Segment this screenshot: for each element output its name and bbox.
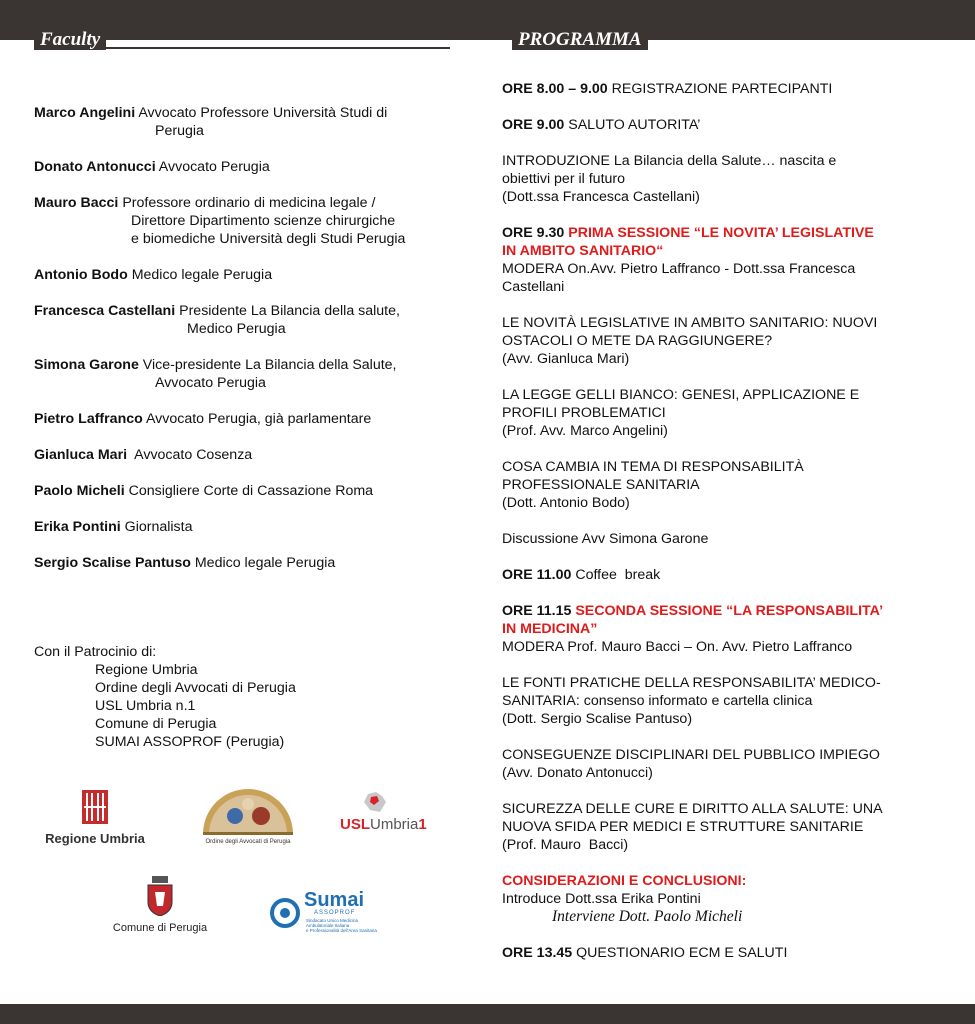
program-text: SICUREZZA DELLE CURE E DIRITTO ALLA SALUTE: UNA <box>502 801 883 817</box>
program-item <box>502 116 922 134</box>
faculty-title: Faculty <box>34 29 106 50</box>
faculty-entry <box>34 554 464 572</box>
faculty-role-cont: e biomediche Università degli Studi Perugia <box>131 231 406 247</box>
program-item <box>502 800 922 854</box>
program-text: NUOVA SFIDA PER MEDICI E STRUTTURE SANITARIE <box>502 819 864 835</box>
program-item <box>502 152 922 206</box>
program-item <box>502 80 922 98</box>
usl-number: 1 <box>418 816 427 833</box>
session-title: IN MEDICINA” <box>502 621 598 637</box>
program-moderator: Castellani <box>502 279 565 295</box>
faculty-role-cont: Perugia <box>155 123 204 139</box>
sumai-tagline: Sindacato Unico Medicina <box>306 918 359 923</box>
program-item <box>502 944 922 962</box>
faculty-header <box>34 28 450 50</box>
program-item <box>502 602 922 656</box>
ordine-avvocati-emblem-icon <box>201 786 295 836</box>
faculty-name: Pietro Laffranco <box>34 411 143 427</box>
faculty-role: Vice-presidente La Bilancia della Salute, <box>138 357 397 373</box>
sumai-sub: ASSOPROF <box>314 910 356 916</box>
faculty-role: Avvocato Perugia <box>155 159 270 175</box>
program-item <box>502 566 922 584</box>
faculty-role: Avvocato Professore Università Studi di <box>135 105 388 121</box>
program-text: CONSEGUENZE DISCIPLINARI DEL PUBBLICO IMPIEGO <box>502 747 880 763</box>
faculty-entry <box>34 482 464 500</box>
faculty-entry <box>34 302 464 338</box>
program-text: QUESTIONARIO ECM E SALUTI <box>572 945 788 961</box>
usl-umbria-logo <box>340 792 430 840</box>
session-title: SECONDA SESSIONE “LA RESPONSABILITA’ <box>571 603 884 619</box>
patronage <box>34 643 296 751</box>
program-item <box>502 386 922 440</box>
patronage-entity: Comune di Perugia <box>95 716 217 732</box>
sumai-logo <box>270 890 380 938</box>
programma-header <box>512 28 677 50</box>
program-text: Introduce Dott.ssa Erika Pontini <box>502 891 701 907</box>
program-moderator: MODERA Prof. Mauro Bacci – On. Avv. Pietro Laffranco <box>502 639 853 655</box>
regione-umbria-logo <box>30 790 160 850</box>
program-time: ORE 11.15 <box>502 603 572 619</box>
program-item <box>502 224 922 296</box>
comune-perugia-crest-icon <box>145 876 175 916</box>
faculty-role: Professore ordinario di medicina legale / <box>118 195 376 211</box>
bottom-band <box>0 1004 975 1024</box>
session-title: PRIMA SESSIONE “LE NOVITA’ LEGISLATIVE <box>564 225 874 241</box>
program-text: OSTACOLI O METE DA RAGGIUNGERE? <box>502 333 773 349</box>
faculty-role: Avvocato Perugia, già parlamentare <box>142 411 372 427</box>
program-text: REGISTRAZIONE PARTECIPANTI <box>607 81 833 97</box>
program-speaker: (Avv. Gianluca Mari) <box>502 351 630 367</box>
program-speaker: (Avv. Donato Antonucci) <box>502 765 653 781</box>
sumai-tagline: e Professionalità dell'Area Sanitaria <box>306 928 377 933</box>
program-time: ORE 9.00 <box>502 117 565 133</box>
program-item <box>502 530 922 548</box>
program-item <box>502 872 922 926</box>
program-text: PROFESSIONALE SANITARIA <box>502 477 700 493</box>
program-time: ORE 11.00 <box>502 567 572 583</box>
faculty-name: Gianluca Mari <box>34 447 128 463</box>
program-text: LE FONTI PRATICHE DELLA RESPONSABILITA’ MEDICO- <box>502 675 881 691</box>
faculty-name: Donato Antonucci <box>34 159 156 175</box>
program-item <box>502 746 922 782</box>
program-text: SALUTO AUTORITA’ <box>564 117 701 133</box>
program-time: ORE 9.30 <box>502 225 565 241</box>
faculty-entry <box>34 518 464 536</box>
faculty-role-cont: Medico Perugia <box>187 321 286 337</box>
faculty-header-rule <box>106 47 450 49</box>
faculty-name: Sergio Scalise Pantuso <box>34 555 191 571</box>
usl-umbria-region-icon <box>362 792 388 814</box>
program-text: COSA CAMBIA IN TEMA DI RESPONSABILITÀ <box>502 459 804 475</box>
program-item <box>502 314 922 368</box>
usl-label: USL <box>340 816 370 833</box>
program-speaker: (Prof. Avv. Marco Angelini) <box>502 423 668 439</box>
patronage-entity: Ordine degli Avvocati di Perugia <box>95 680 296 696</box>
faculty-entry <box>34 356 464 392</box>
program-item <box>502 458 922 512</box>
program-speaker: (Dott.ssa Francesca Castellani) <box>502 189 700 205</box>
program-text: Coffee break <box>571 567 661 583</box>
program-text: INTRODUZIONE La Bilancia della Salute… nascita e <box>502 153 837 169</box>
faculty-role: Consigliere Corte di Cassazione Roma <box>124 483 374 499</box>
program-text: Discussione Avv Simona Garone <box>502 531 709 547</box>
program-text: obiettivi per il futuro <box>502 171 626 187</box>
faculty-role: Presidente La Bilancia della salute, <box>175 303 400 319</box>
program-speaker: (Dott. Antonio Bodo) <box>502 495 630 511</box>
faculty-name: Paolo Micheli <box>34 483 125 499</box>
sumai-label: Sumai <box>304 889 365 911</box>
faculty-role-cont: Direttore Dipartimento scienze chirurgiche <box>131 213 396 229</box>
faculty-name: Simona Garone <box>34 357 139 373</box>
program-time: ORE 8.00 – 9.00 <box>502 81 608 97</box>
regione-umbria-label: Regione Umbria <box>45 831 145 846</box>
faculty-entry <box>34 410 464 428</box>
faculty-entry <box>34 104 464 140</box>
patronage-title: Con il Patrocinio di: <box>34 644 157 660</box>
program-speaker: (Prof. Mauro Bacci) <box>502 837 629 853</box>
faculty-entry <box>34 194 464 248</box>
faculty-name: Erika Pontini <box>34 519 121 535</box>
sumai-tagline: Ambulatoriale Italiana <box>306 923 350 928</box>
regione-umbria-emblem-icon <box>82 790 108 824</box>
faculty-role-cont: Avvocato Perugia <box>155 375 266 391</box>
faculty-role: Medico legale Perugia <box>127 267 273 283</box>
program-text: LE NOVITÀ LEGISLATIVE IN AMBITO SANITARIO: NUOVI <box>502 315 878 331</box>
program-text: PROFILI PROBLEMATICI <box>502 405 666 421</box>
patronage-entity: USL Umbria n.1 <box>95 698 196 714</box>
program-moderator: MODERA On.Avv. Pietro Laffranco - Dott.ssa Francesca <box>502 261 856 277</box>
faculty-name: Marco Angelini <box>34 105 136 121</box>
faculty-role: Giornalista <box>120 519 193 535</box>
faculty-name: Mauro Bacci <box>34 195 119 211</box>
program-text: Interviene Dott. Paolo Micheli <box>552 908 743 925</box>
faculty-entry <box>34 266 464 284</box>
faculty-name: Francesca Castellani <box>34 303 176 319</box>
patronage-entity: Regione Umbria <box>95 662 198 678</box>
programma-title: PROGRAMMA <box>512 29 648 50</box>
program-speaker: (Dott. Sergio Scalise Pantuso) <box>502 711 693 727</box>
session-title: CONSIDERAZIONI E CONCLUSIONI: <box>502 873 747 889</box>
ordine-avvocati-logo <box>198 786 298 858</box>
comune-perugia-label: Comune di Perugia <box>112 922 208 934</box>
patronage-entity: SUMAI ASSOPROF (Perugia) <box>95 734 285 750</box>
program-text: SANITARIA: consenso informato e cartella clinica <box>502 693 813 709</box>
usl-region-label: Umbria <box>370 816 419 833</box>
program-time: ORE 13.45 <box>502 945 573 961</box>
faculty-role: Avvocato Cosenza <box>127 447 253 463</box>
program-item <box>502 674 922 728</box>
faculty-entry <box>34 446 464 464</box>
faculty-name: Antonio Bodo <box>34 267 128 283</box>
ordine-avvocati-label: Ordine degli Avvocati di Perugia <box>205 839 291 845</box>
faculty-role: Medico legale Perugia <box>190 555 336 571</box>
session-title: IN AMBITO SANITARIO“ <box>502 243 664 259</box>
faculty-entry <box>34 158 464 176</box>
comune-perugia-logo <box>100 876 220 946</box>
program-text: LA LEGGE GELLI BIANCO: GENESI, APPLICAZIONE E <box>502 387 860 403</box>
sumai-emblem-icon <box>270 898 300 928</box>
